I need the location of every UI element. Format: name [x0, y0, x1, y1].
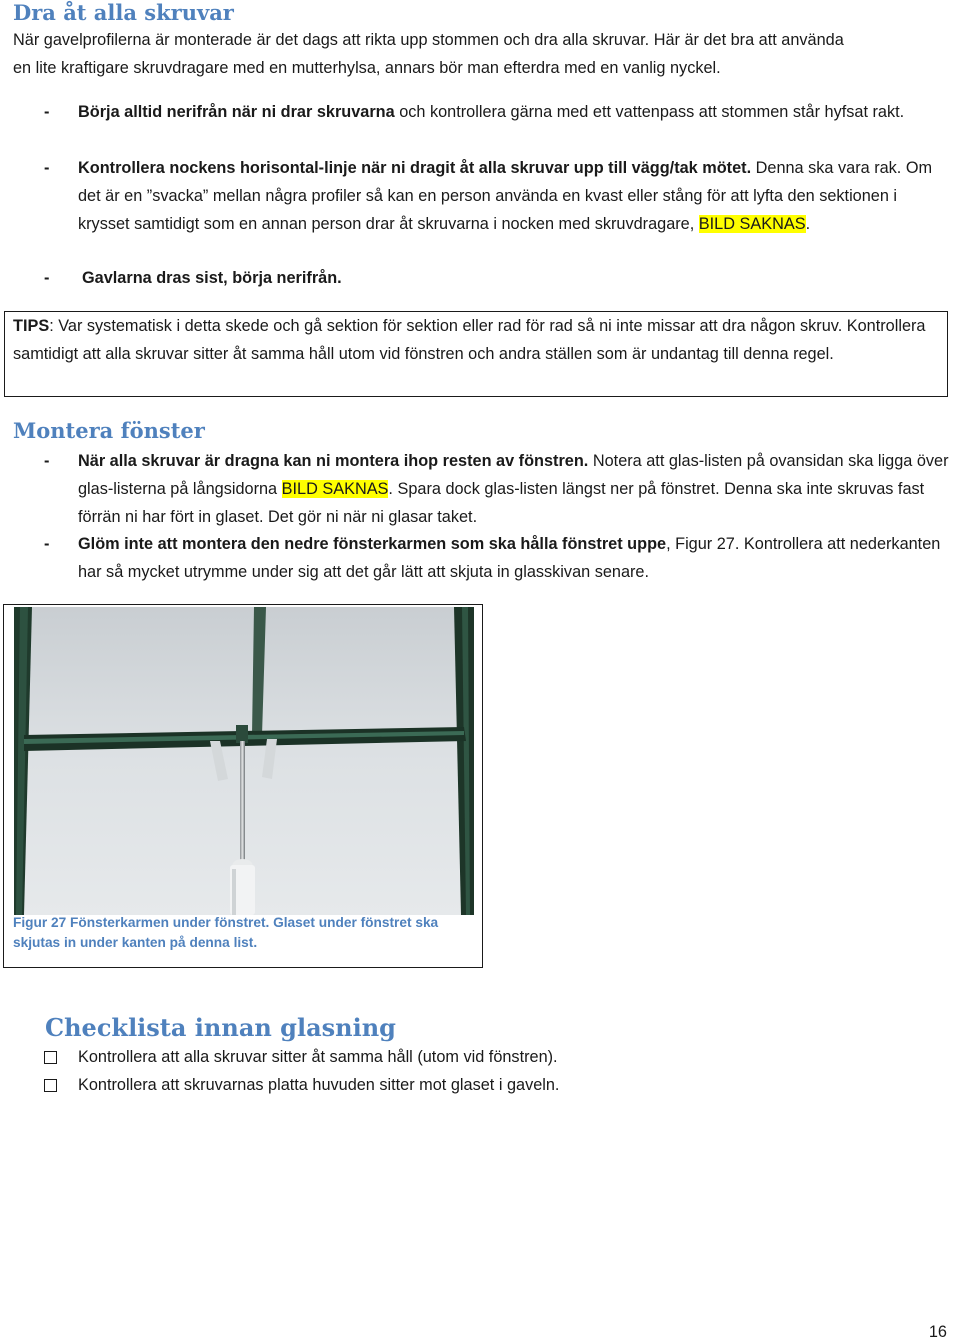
list-dash: -: [44, 103, 50, 121]
tips-label: TIPS: [13, 317, 50, 335]
checklist-item-label: Kontrollera att alla skruvar sitter åt samma håll (utom vid fönstren).: [78, 1048, 558, 1066]
checkbox-icon[interactable]: [44, 1079, 57, 1092]
list-dash: -: [44, 452, 50, 470]
intro-line-2: en lite kraftigare skruvdragare med en mutterhylsa, annars bör man efterdra med en vanlig nyckel.: [13, 59, 721, 77]
list-item-tail: . Spara dock glas-listen längst ner på fönstret. Denna ska inte skruvas fast förrän ni har fört in glaset. Det gör ni när ni glasar taket.: [78, 480, 925, 526]
window-frame-photo: [14, 607, 474, 915]
checklist-item-label: Kontrollera att skruvarnas platta huvuden sitter mot glaset i gaveln.: [78, 1076, 560, 1094]
figure-27: [3, 604, 483, 968]
list-item-text: Denna ska vara rak. Om det är en ”svacka” mellan några profiler så kan en person använda en kvast eller stång för att lyfta den sektionen i krysset samtidigt som en annan person drar åt skruvarna i nocken med skruvdragare,: [78, 159, 933, 233]
page-number: 16: [928, 1323, 947, 1341]
list-item-text: och kontrollera gärna med ett vattenpass att stommen står hyfsat rakt.: [394, 103, 905, 121]
list-item-bold: Börja alltid nerifrån när ni drar skruvarna: [78, 103, 395, 121]
heading-montera-fonster: Montera fönster: [13, 418, 205, 443]
list-dash: -: [44, 535, 50, 553]
missing-image-note: BILD SAKNAS: [698, 215, 806, 233]
list-dash: -: [44, 159, 50, 177]
intro-paragraph: [13, 26, 948, 82]
heading-checklista: Checklista innan glasning: [45, 1013, 396, 1042]
list-dash: -: [44, 269, 50, 287]
list-item-bold: Gavlarna dras sist, börja nerifrån.: [82, 269, 342, 287]
tips-box: [4, 311, 948, 397]
missing-image-note: BILD SAKNAS: [281, 480, 389, 498]
list-item-text: , Figur 27. Kontrollera att nederkanten har så mycket utrymme under sig att det går lätt att skjuta in glasskivan senare.: [78, 535, 941, 581]
list-item-tail: .: [805, 215, 811, 233]
intro-line-1: När gavelprofilerna är monterade är det dags att rikta upp stommen och dra alla skruvar. Här är det bra att använda: [13, 31, 844, 49]
list-item-bold: När alla skruvar är dragna kan ni montera ihop resten av fönstren.: [78, 452, 589, 470]
heading-dra-at-alla-skruvar: Dra åt alla skruvar: [13, 0, 234, 25]
figure-caption: Figur 27 Fönsterkarmen under fönstret. Glaset under fönstret ska skjutas in under kanten på denna list.: [13, 915, 439, 950]
list-item-bold: Glöm inte att montera den nedre fönsterkarmen som ska hålla fönstret uppe: [78, 535, 667, 553]
tips-text: : Var systematisk i detta skede och gå sektion för sektion eller rad för rad så ni inte missar att dra någon skruv. Kontrollera samtidigt att alla skruvar sitter åt samma håll utom vid fönstren och andra ställen som är undantag till denna regel.: [13, 317, 926, 363]
list-item-bold: Kontrollera nockens horisontal-linje när ni dragit åt alla skruvar upp till vägg/tak mötet.: [78, 159, 752, 177]
list-item-text: Notera att glas-listen på ovansidan ska ligga över glas-listerna på långsidorna: [78, 452, 949, 498]
checkbox-icon[interactable]: [44, 1051, 57, 1064]
